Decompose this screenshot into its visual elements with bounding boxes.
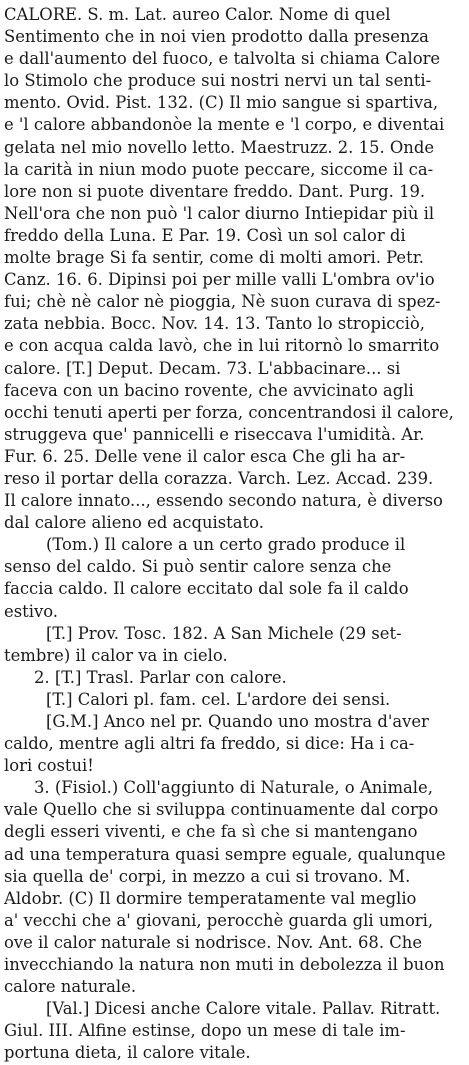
entry-line: mento. Ovid. Pist. 132. (C) Il mio sangue si spartiva, [4, 93, 439, 113]
entry-line: reso il portar della corazza. Varch. Lez. Accad. 239. [4, 468, 434, 488]
entry-line: Fur. 6. 25. Delle vene il calor esca Che gli ha ar- [4, 446, 406, 466]
entry-line: Sentimento che in noi vien prodotto dalla presenza [4, 27, 429, 47]
entry-line: (Tom.) Il calore a un certo grado produce il [46, 535, 406, 555]
entry-line: Aldobr. (C) Il dormire temperatamente val meglio [4, 888, 417, 908]
entry-line: [G.M.] Anco nel pr. Quando uno mostra d'aver [46, 712, 429, 731]
entry-line: calore naturale. [4, 977, 137, 997]
entry-line: vale Quello che si sviluppa continuamente dal corpo [4, 800, 439, 820]
entry-line: degli esseri viventi, e che fa sì che si mantengano [4, 822, 418, 842]
entry-line: lori costui! [4, 756, 94, 776]
entry-line: e con acqua calda lavò, che in lui ritornò lo smarrito [4, 336, 440, 356]
entry-line: Canz. 16. 6. Dipinsi poi per mille valli L'ombra ov'io [4, 270, 435, 290]
entry-line: 2. [T.] Trasl. Parlar con calore. [34, 667, 287, 687]
entry-line: estivo. [4, 601, 58, 621]
entry-line: calore. [T.] Deput. Decam. 73. L'abbacinare... si [4, 358, 401, 378]
entry-line: la carità in niun modo puote peccare, siccome il ca- [4, 159, 434, 179]
entry-line: e dall'aumento del fuoco, e talvolta si chiama Calore [4, 49, 441, 69]
entry-line: fui; chè nè calor nè pioggia, Nè suon curava di spez- [4, 292, 441, 312]
entry-line: occhi tenuti aperti per forza, concentrandosi il calore, [4, 402, 454, 422]
entry-line: faccia caldo. Il calore eccitato dal sole fa il caldo [4, 579, 409, 599]
entry-line: invecchiando la natura non muti in debolezza il buon [4, 955, 445, 975]
entry-line: dal calore alieno ed acquistato. [4, 513, 264, 533]
entry-line: molte brage Si fa sentir, come di molti amori. Petr. [4, 248, 424, 268]
entry-line: e 'l calore abbandonòe la mente e 'l corpo, e diventai [4, 115, 445, 135]
entry-line: [T.] Calori pl. fam. cel. L'ardore dei sensi. [46, 689, 391, 709]
entry-line: [T.] Prov. Tosc. 182. A San Michele (29 set- [46, 623, 402, 643]
entry-line: senso del caldo. Si può sentir calore senza che [4, 557, 392, 577]
entry-line: caldo, mentre agli altri fa freddo, si dice: Ha i ca- [4, 734, 415, 754]
entry-line: lo Stimolo che produce sui nostri nervi un tal senti- [4, 71, 432, 91]
entry-line: zata nebbia. Bocc. Nov. 14. 13. Tanto lo stropicciò, [4, 314, 425, 334]
entry-line: faceva con un bacino rovente, che avvicinato agli [4, 380, 414, 400]
entry-line: lore non si puote diventare freddo. Dant. Purg. 19. [4, 181, 426, 201]
entry-line: struggeva que' pannicelli e riseccava l'umidità. Ar. [4, 424, 425, 444]
entry-line: ad una temperatura quasi sempre eguale, qualunque [4, 844, 446, 864]
entry-line: ove il calor naturale si nodrisce. Nov. Ant. 68. Che [4, 932, 423, 952]
entry-line: Giul. III. Alfine estinse, dopo un mese di tale im- [4, 1021, 406, 1041]
entry-line: tembre) il calor va in cielo. [4, 645, 228, 665]
entry-line: gelata nel mio novello letto. Maestruzz. 2. 15. Onde [4, 137, 435, 157]
entry-line: [Val.] Dicesi anche Calore vitale. Pallav. Ritratt. [46, 999, 441, 1019]
entry-line: portuna dieta, il calore vitale. [4, 1043, 251, 1063]
dictionary-entry-calore [4, 4, 465, 1065]
entry-line: sia quella de' corpi, in mezzo a cui si trovano. M. [4, 866, 411, 886]
entry-line: CALORE. S. m. Lat. aureo Calor. Nome di quel [4, 5, 391, 24]
entry-line: Nell'ora che non può 'l calor diurno Intiepidar più il [4, 203, 435, 223]
entry-line: a' vecchi che a' giovani, perocchè guarda gli umori, [4, 910, 434, 930]
entry-line: 3. (Fisiol.) Coll'aggiunto di Naturale, o Animale, [34, 778, 433, 798]
entry-line: freddo della Luna. E Par. 19. Così un sol calor di [4, 225, 406, 245]
entry-line: Il calore innato..., essendo secondo natura, è diverso [4, 491, 443, 511]
